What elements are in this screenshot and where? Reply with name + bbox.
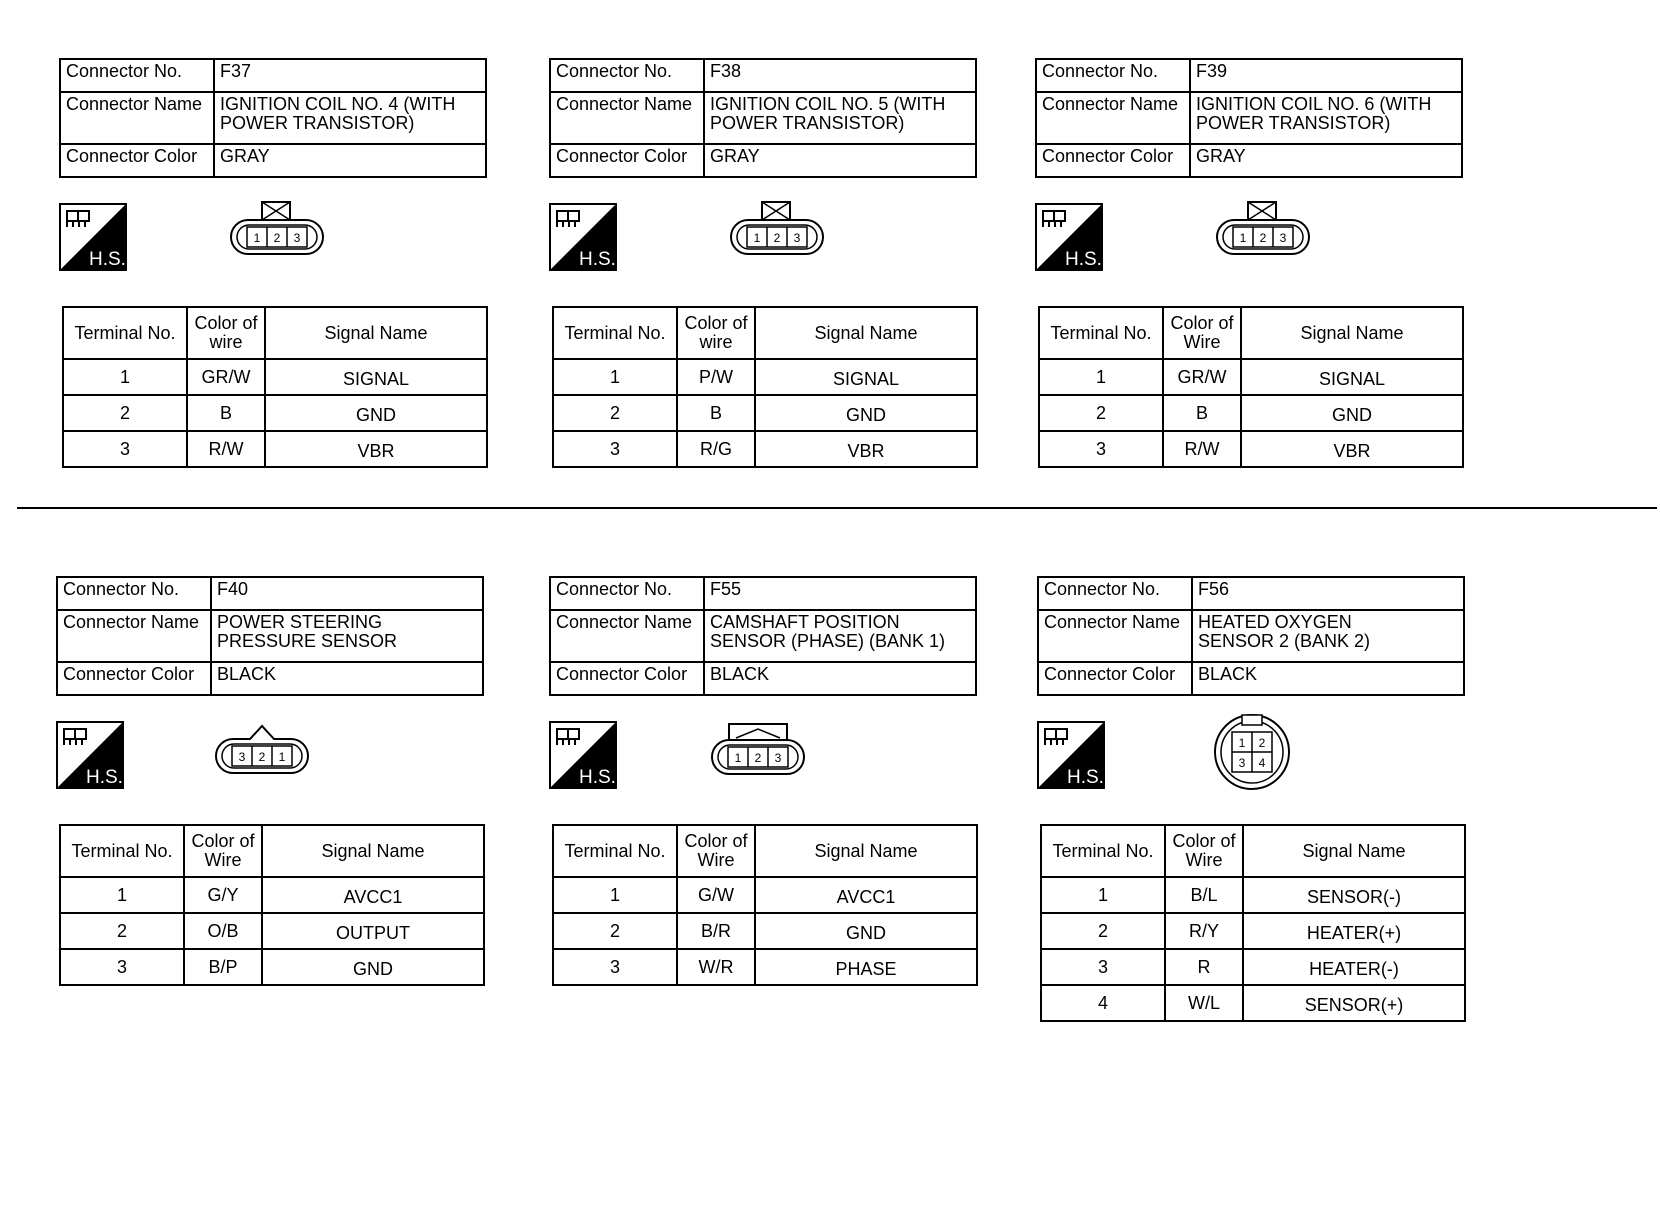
table-row <box>553 431 977 467</box>
pin-label: 1 <box>1238 736 1246 750</box>
signal-name-cell: SIGNAL <box>265 359 487 395</box>
connector-info-table <box>59 58 487 178</box>
connector-name-line-2: POWER TRANSISTOR) <box>1196 113 1391 133</box>
table-row <box>60 913 484 949</box>
connector-no-label: Connector No. <box>60 59 214 92</box>
signal-name-cell: GND <box>265 395 487 431</box>
signal-name-cell: VBR <box>265 431 487 467</box>
wire-color-cell: B <box>677 395 755 431</box>
wire-color-header-line-1: Color of <box>191 831 255 851</box>
signal-name-header: Signal Name <box>755 307 977 359</box>
wire-color-cell: O/B <box>184 913 262 949</box>
pin-label: 2 <box>773 231 781 245</box>
table-row <box>553 359 977 395</box>
connector-color-value: GRAY <box>1190 144 1462 177</box>
connector-no-label: Connector No. <box>1036 59 1190 92</box>
connector-info-table <box>1035 58 1463 178</box>
terminal-table <box>552 824 978 986</box>
connector-block-f38 <box>549 58 989 478</box>
table-row <box>1041 877 1465 913</box>
connector-name-line-1: CAMSHAFT POSITION <box>710 612 900 632</box>
pin-label: 3 <box>293 231 301 245</box>
connector-name-value <box>704 610 976 662</box>
connector-no-value: F39 <box>1190 59 1462 92</box>
terminal-no-cell: 2 <box>63 395 187 431</box>
terminal-table <box>552 306 978 468</box>
terminal-no-cell: 2 <box>1041 913 1165 949</box>
wire-color-header-line-2: Wire <box>1183 332 1221 352</box>
table-row <box>553 949 977 985</box>
signal-name-cell: SIGNAL <box>1241 359 1463 395</box>
pin-label: 1 <box>278 750 286 764</box>
hs-harness-side-icon <box>1035 203 1103 271</box>
connector-name-label: Connector Name <box>60 92 214 144</box>
connector-color-label: Connector Color <box>1038 662 1192 695</box>
hs-label: H.S. <box>86 767 123 788</box>
connector-color-value: BLACK <box>211 662 483 695</box>
connector-name-label: Connector Name <box>1038 610 1192 662</box>
terminal-no-cell: 1 <box>553 359 677 395</box>
wire-color-header-line-1: Color of <box>1172 831 1236 851</box>
terminal-no-cell: 3 <box>1039 431 1163 467</box>
terminal-no-cell: 2 <box>60 913 184 949</box>
wire-color-header <box>1165 825 1243 877</box>
wire-color-header <box>1163 307 1241 359</box>
connector-name-line-1: IGNITION COIL NO. 6 (WITH <box>1196 94 1432 114</box>
connector-color-label: Connector Color <box>57 662 211 695</box>
table-row <box>1039 431 1463 467</box>
wire-color-cell: B <box>1163 395 1241 431</box>
hs-harness-side-icon <box>1037 721 1105 789</box>
terminal-no-header: Terminal No. <box>1039 307 1163 359</box>
wire-color-cell: GR/W <box>187 359 265 395</box>
pin-label: 1 <box>753 231 761 245</box>
wire-color-header-line-1: Color of <box>1170 313 1234 333</box>
wire-color-header-line-2: Wire <box>204 850 242 870</box>
signal-name-cell: PHASE <box>755 949 977 985</box>
signal-name-cell: GND <box>262 949 484 985</box>
connector-name-line-1: IGNITION COIL NO. 5 (WITH <box>710 94 946 114</box>
signal-name-cell: AVCC1 <box>262 877 484 913</box>
connector-3pin-hooded-icon <box>710 718 806 778</box>
wire-color-header-line-2: Wire <box>1185 850 1223 870</box>
connector-no-value: F55 <box>704 577 976 610</box>
signal-name-cell: HEATER(-) <box>1243 949 1465 985</box>
connector-name-value <box>1192 610 1464 662</box>
table-row <box>553 913 977 949</box>
terminal-no-cell: 2 <box>553 395 677 431</box>
connector-no-value: F40 <box>211 577 483 610</box>
connector-block-f37 <box>59 58 499 478</box>
connector-3pin-latch-icon <box>1215 200 1311 260</box>
signal-name-cell: OUTPUT <box>262 913 484 949</box>
wire-color-cell: B/L <box>1165 877 1243 913</box>
connector-info-table <box>549 576 977 696</box>
connector-no-label: Connector No. <box>550 577 704 610</box>
signal-name-cell: SENSOR(+) <box>1243 985 1465 1021</box>
connector-4pin-round-icon <box>1212 712 1292 792</box>
section-divider <box>17 507 1657 509</box>
hs-harness-side-icon <box>549 721 617 789</box>
terminal-no-cell: 2 <box>1039 395 1163 431</box>
connector-no-label: Connector No. <box>1038 577 1192 610</box>
wire-color-header <box>187 307 265 359</box>
signal-name-header: Signal Name <box>1243 825 1465 877</box>
terminal-table <box>1040 824 1466 1022</box>
table-row <box>63 431 487 467</box>
terminal-table <box>1038 306 1464 468</box>
signal-name-cell: HEATER(+) <box>1243 913 1465 949</box>
pin-label: 2 <box>258 750 266 764</box>
connector-name-value <box>211 610 483 662</box>
terminal-no-cell: 1 <box>60 877 184 913</box>
connector-name-value <box>214 92 486 144</box>
connector-block-f55 <box>549 576 989 996</box>
hs-harness-side-icon <box>56 721 124 789</box>
hs-harness-side-icon <box>59 203 127 271</box>
connector-name-value <box>704 92 976 144</box>
connector-name-line-1: POWER STEERING <box>217 612 383 632</box>
connector-info-table <box>1037 576 1465 696</box>
terminal-no-cell: 3 <box>1041 949 1165 985</box>
terminal-no-header: Terminal No. <box>553 307 677 359</box>
hs-label: H.S. <box>579 249 616 270</box>
terminal-no-cell: 1 <box>1039 359 1163 395</box>
wire-color-header-line-2: wire <box>699 332 733 352</box>
connector-block-f40 <box>56 576 496 996</box>
table-row <box>63 395 487 431</box>
connector-info-table <box>56 576 484 696</box>
terminal-no-cell: 3 <box>63 431 187 467</box>
connector-color-label: Connector Color <box>550 662 704 695</box>
terminal-no-cell: 2 <box>553 913 677 949</box>
connector-name-line-2: SENSOR (PHASE) (BANK 1) <box>710 631 946 651</box>
pin-label: 1 <box>734 751 742 765</box>
signal-name-cell: SIGNAL <box>755 359 977 395</box>
pin-label: 3 <box>774 751 782 765</box>
terminal-no-header: Terminal No. <box>60 825 184 877</box>
hs-label: H.S. <box>89 249 126 270</box>
wire-color-header-line-2: Wire <box>697 850 735 870</box>
connector-block-f56 <box>1037 576 1477 1015</box>
pin-label: 2 <box>1258 736 1266 750</box>
connector-name-line-2: PRESSURE SENSOR <box>217 631 398 651</box>
table-row <box>60 949 484 985</box>
connector-name-label: Connector Name <box>550 610 704 662</box>
wire-color-cell: R <box>1165 949 1243 985</box>
signal-name-header: Signal Name <box>755 825 977 877</box>
pin-label: 1 <box>253 231 261 245</box>
hs-harness-side-icon <box>549 203 617 271</box>
signal-name-header: Signal Name <box>1241 307 1463 359</box>
table-row <box>1041 949 1465 985</box>
pin-label: 2 <box>754 751 762 765</box>
wire-color-header <box>677 825 755 877</box>
table-row <box>63 359 487 395</box>
terminal-no-header: Terminal No. <box>553 825 677 877</box>
connector-no-label: Connector No. <box>57 577 211 610</box>
table-row <box>1041 913 1465 949</box>
terminal-no-cell: 3 <box>553 949 677 985</box>
wire-color-cell: R/G <box>677 431 755 467</box>
connector-color-value: BLACK <box>704 662 976 695</box>
connector-color-value: GRAY <box>214 144 486 177</box>
wire-color-cell: W/L <box>1165 985 1243 1021</box>
terminal-no-cell: 1 <box>1041 877 1165 913</box>
connector-color-label: Connector Color <box>60 144 214 177</box>
pin-label: 1 <box>1239 231 1247 245</box>
connector-color-value: BLACK <box>1192 662 1464 695</box>
terminal-table <box>59 824 485 986</box>
pin-label: 3 <box>238 750 246 764</box>
wire-color-header <box>677 307 755 359</box>
connector-name-line-2: SENSOR 2 (BANK 2) <box>1198 631 1371 651</box>
signal-name-cell: GND <box>755 395 977 431</box>
wire-color-cell: P/W <box>677 359 755 395</box>
wire-color-cell: G/Y <box>184 877 262 913</box>
wire-color-cell: B <box>187 395 265 431</box>
table-row <box>1041 985 1465 1021</box>
terminal-no-cell: 4 <box>1041 985 1165 1021</box>
signal-name-cell: SENSOR(-) <box>1243 877 1465 913</box>
connector-name-label: Connector Name <box>57 610 211 662</box>
connector-name-line-2: POWER TRANSISTOR) <box>710 113 905 133</box>
connector-name-line-2: POWER TRANSISTOR) <box>220 113 415 133</box>
connector-no-value: F37 <box>214 59 486 92</box>
connector-no-label: Connector No. <box>550 59 704 92</box>
signal-name-cell: VBR <box>1241 431 1463 467</box>
pin-label: 4 <box>1258 756 1266 770</box>
connector-block-f39 <box>1035 58 1475 478</box>
connector-3pin-peaked-icon <box>214 718 310 778</box>
connector-no-value: F56 <box>1192 577 1464 610</box>
hs-label: H.S. <box>579 767 616 788</box>
signal-name-cell: GND <box>1241 395 1463 431</box>
connector-3pin-latch-icon <box>729 200 825 260</box>
pin-label: 3 <box>1279 231 1287 245</box>
terminal-no-cell: 1 <box>553 877 677 913</box>
pin-label: 2 <box>1259 231 1267 245</box>
table-row <box>553 877 977 913</box>
connector-name-line-1: IGNITION COIL NO. 4 (WITH <box>220 94 456 114</box>
signal-name-header: Signal Name <box>265 307 487 359</box>
terminal-no-cell: 1 <box>63 359 187 395</box>
table-row <box>60 877 484 913</box>
wire-color-cell: R/W <box>187 431 265 467</box>
connector-3pin-latch-icon <box>229 200 325 260</box>
wire-color-header-line-1: Color of <box>194 313 258 333</box>
wire-color-header-line-1: Color of <box>684 831 748 851</box>
connector-name-label: Connector Name <box>1036 92 1190 144</box>
terminal-no-header: Terminal No. <box>1041 825 1165 877</box>
connector-info-table <box>549 58 977 178</box>
wire-color-cell: B/R <box>677 913 755 949</box>
wire-color-header-line-1: Color of <box>684 313 748 333</box>
terminal-no-cell: 3 <box>60 949 184 985</box>
connector-color-label: Connector Color <box>550 144 704 177</box>
wire-color-cell: G/W <box>677 877 755 913</box>
pin-label: 3 <box>793 231 801 245</box>
connector-no-value: F38 <box>704 59 976 92</box>
hs-label: H.S. <box>1067 767 1104 788</box>
pin-label: 3 <box>1238 756 1246 770</box>
wire-color-cell: R/Y <box>1165 913 1243 949</box>
hs-label: H.S. <box>1065 249 1102 270</box>
connector-color-value: GRAY <box>704 144 976 177</box>
terminal-table <box>62 306 488 468</box>
connector-name-label: Connector Name <box>550 92 704 144</box>
table-row <box>553 395 977 431</box>
wire-color-cell: R/W <box>1163 431 1241 467</box>
wire-color-header-line-2: wire <box>209 332 243 352</box>
wire-color-header <box>184 825 262 877</box>
wire-color-cell: B/P <box>184 949 262 985</box>
connector-name-value <box>1190 92 1462 144</box>
signal-name-cell: AVCC1 <box>755 877 977 913</box>
connector-name-line-1: HEATED OXYGEN <box>1198 612 1352 632</box>
wire-color-cell: W/R <box>677 949 755 985</box>
terminal-no-cell: 3 <box>553 431 677 467</box>
table-row <box>1039 395 1463 431</box>
signal-name-cell: VBR <box>755 431 977 467</box>
pin-label: 2 <box>273 231 281 245</box>
signal-name-header: Signal Name <box>262 825 484 877</box>
terminal-no-header: Terminal No. <box>63 307 187 359</box>
connector-color-label: Connector Color <box>1036 144 1190 177</box>
signal-name-cell: GND <box>755 913 977 949</box>
wire-color-cell: GR/W <box>1163 359 1241 395</box>
table-row <box>1039 359 1463 395</box>
